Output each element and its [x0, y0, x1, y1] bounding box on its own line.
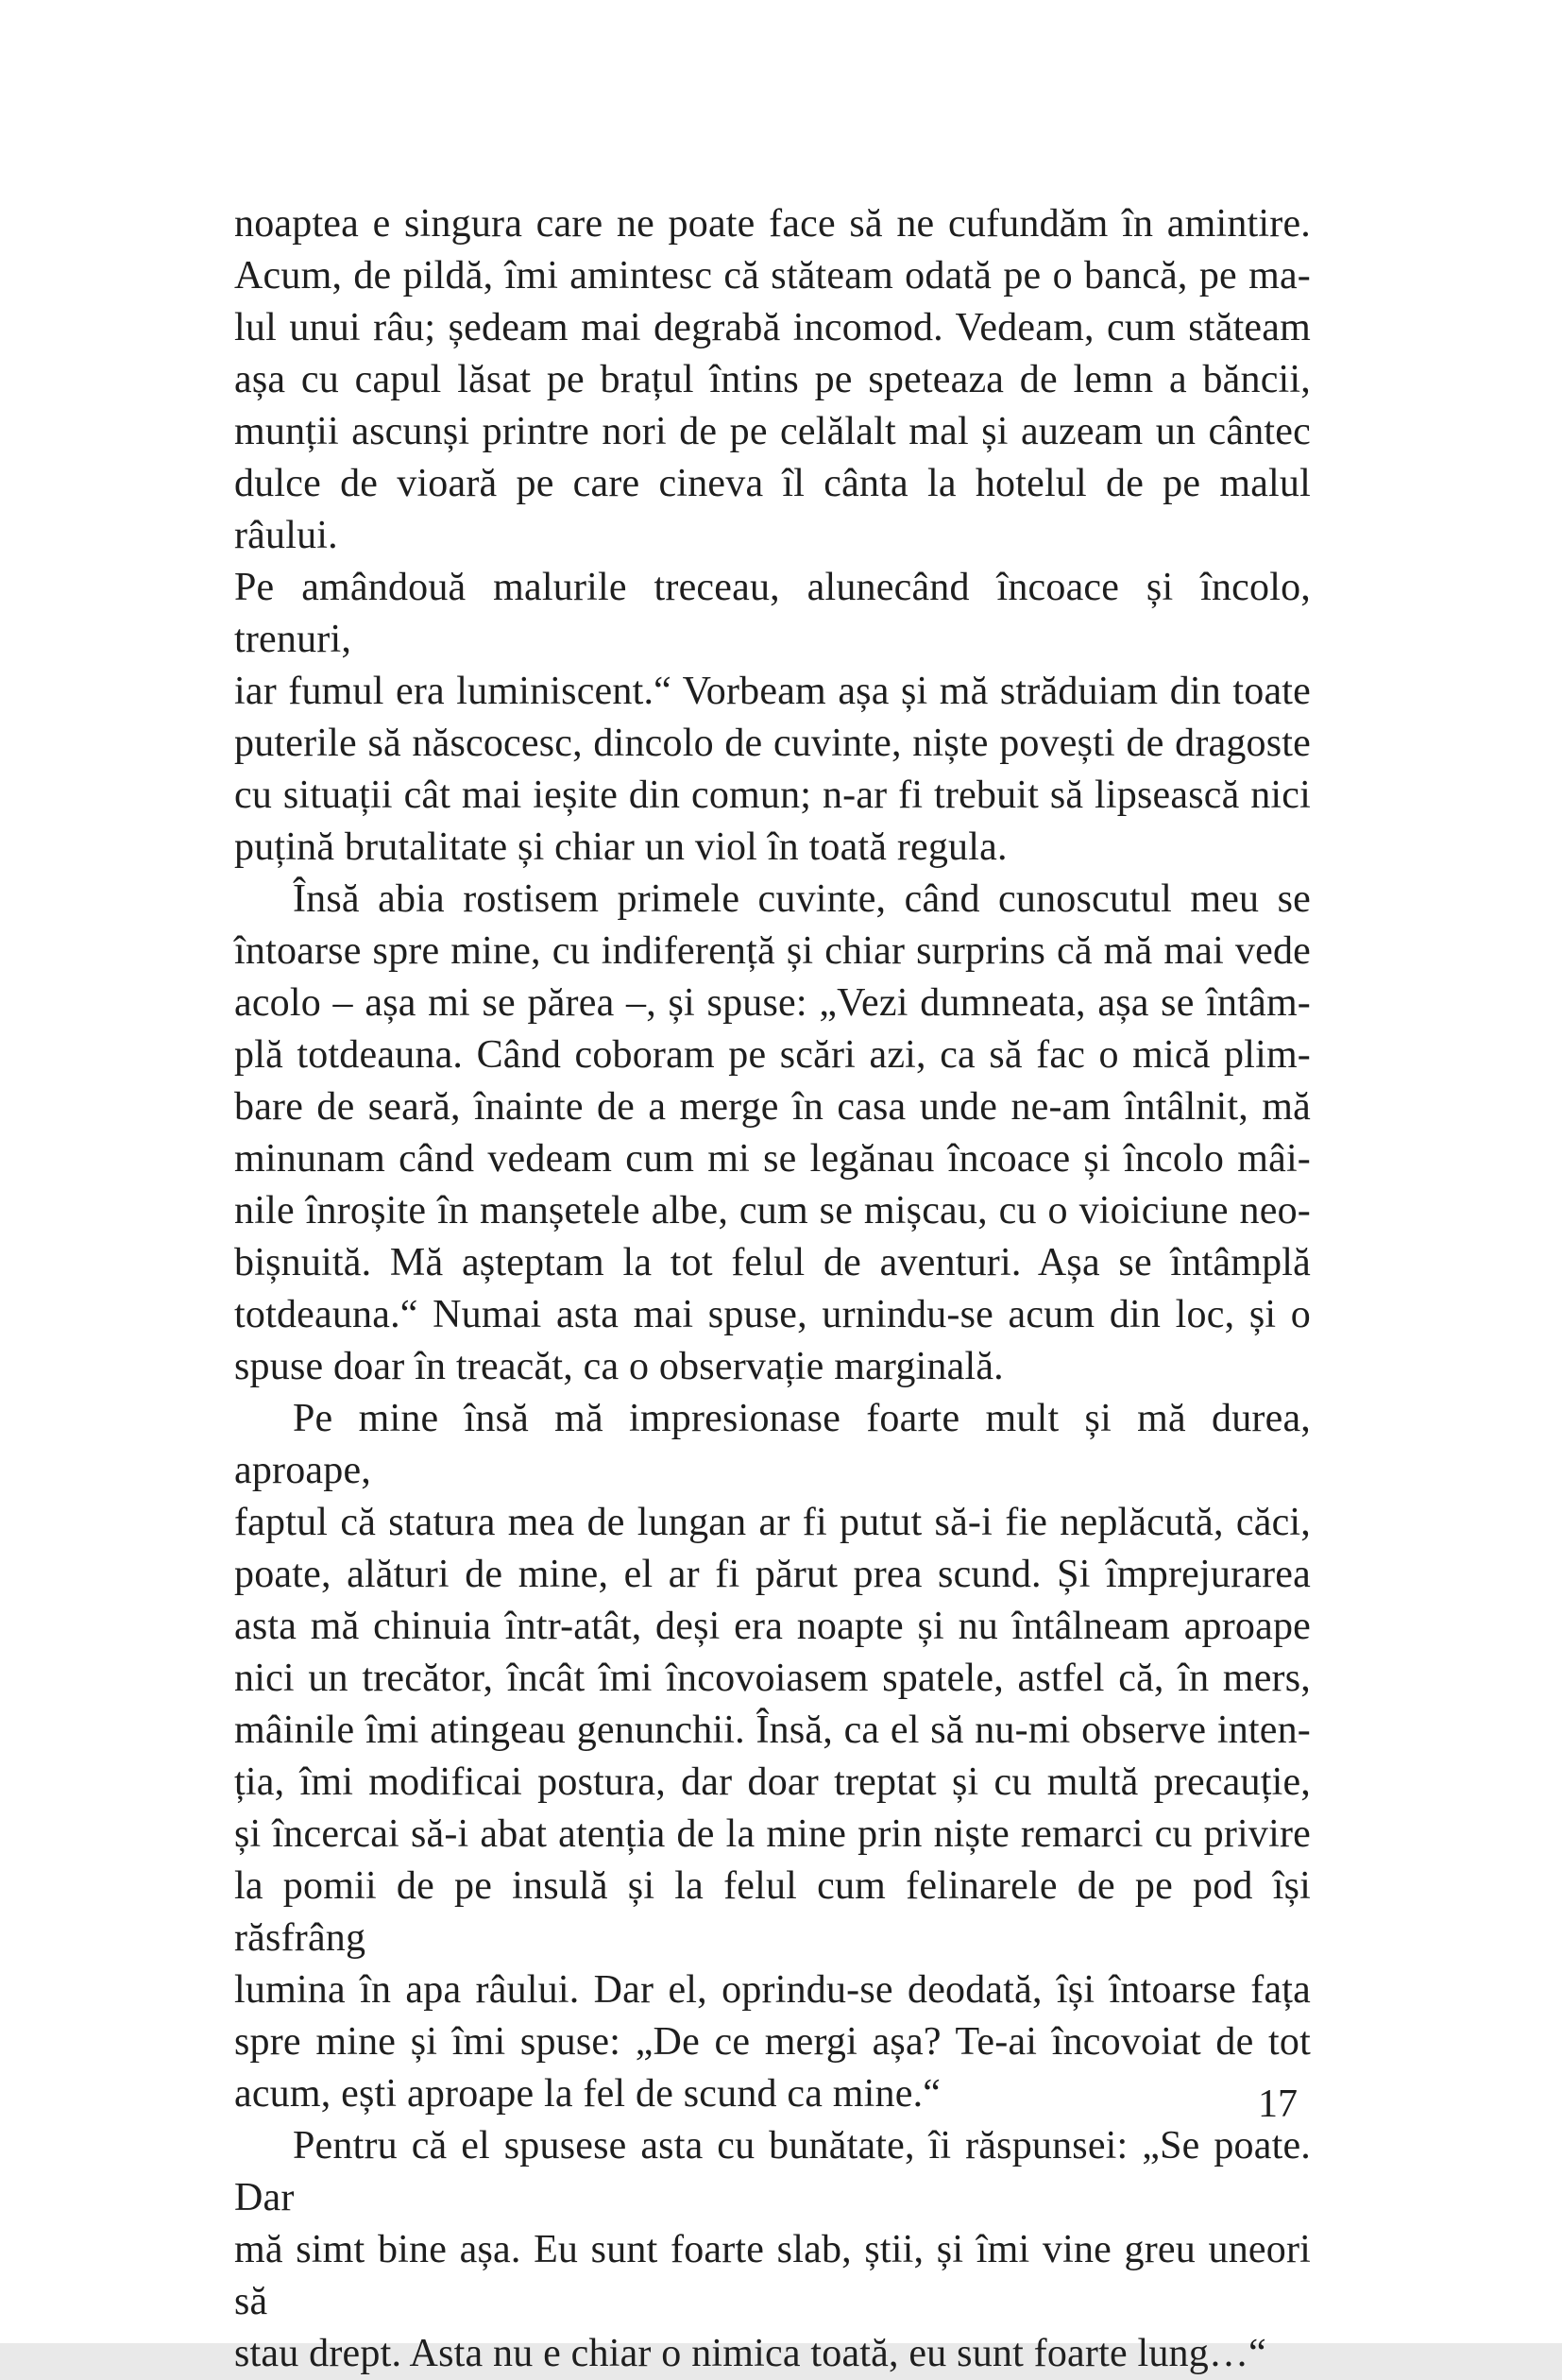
text-line: nici un trecător, încât îmi încovoiasem spatele, astfel că, în mers,: [234, 1657, 1311, 1700]
text-line: spre mine și îmi spuse: „De ce mergi așa? Te-ai încovoiat de tot: [234, 2020, 1311, 2064]
text-line: Pe amândouă malurile treceau, alunecând încoace și încolo, trenuri,: [234, 566, 1311, 661]
text-line: iar fumul era luminiscent.“ Vorbeam așa și mă străduiam din toate: [234, 670, 1311, 713]
paragraph: [234, 2120, 1311, 2380]
text-line: plă totdeauna. Când coboram pe scări azi, ca să fac o mică plim-: [234, 1033, 1311, 1077]
text-line: spuse doar în treacăt, ca o observație marginală.: [234, 1345, 1004, 1388]
text-line: minunam când vedeam cum mi se legănau încoace și încolo mâi-: [234, 1137, 1311, 1181]
paragraph: [234, 1393, 1311, 2120]
text-line: stau drept. Asta nu e chiar o nimica toată, eu sunt foarte lung…“: [234, 2332, 1267, 2375]
text-line: Pe mine însă mă impresionase foarte mult și mă durea, aproape,: [234, 1397, 1311, 1492]
text-line: puterile să născocesc, dincolo de cuvinte, niște povești de dragoste: [234, 722, 1311, 765]
text-line: munții ascunși printre nori de pe celălalt mal și auzeam un cântec: [234, 410, 1311, 453]
text-line: faptul că statura mea de lungan ar fi putut să-i fie neplăcută, căci,: [234, 1501, 1311, 1544]
text-line: bișnuită. Mă așteptam la tot felul de aventuri. Așa se întâmplă: [234, 1241, 1311, 1284]
text-line: lul unui râu; ședeam mai degrabă incomod. Vedeam, cum stăteam: [234, 306, 1311, 349]
text-line: Acum, de pildă, îmi amintesc că stăteam odată pe o bancă, pe ma-: [234, 254, 1311, 298]
text-line: mă simt bine așa. Eu sunt foarte slab, știi, și îmi vine greu uneori să: [234, 2228, 1311, 2323]
text-line: mâinile îmi atingeau genunchii. Însă, ca el să nu-mi observe inten-: [234, 1708, 1311, 1752]
page-number: 17: [1258, 2082, 1298, 2126]
text-line: și încercai să-i abat atenția de la mine prin niște remarci cu privire: [234, 1812, 1311, 1856]
text-line: nile înroșite în manșetele albe, cum se mișcau, cu o vioiciune neo-: [234, 1189, 1311, 1232]
text-line: totdeauna.“ Numai asta mai spuse, urnindu-se acum din loc, și o: [234, 1293, 1311, 1336]
text-line: poate, alături de mine, el ar fi părut prea scund. Și împrejurarea: [234, 1553, 1311, 1596]
text-line: acolo – așa mi se părea –, și spuse: „Vezi dumneata, așa se întâm-: [234, 981, 1311, 1025]
text-line: acum, ești aproape la fel de scund ca mine.“: [234, 2072, 942, 2116]
text-line: asta mă chinuia într-atât, deși era noapte și nu întâlneam aproape: [234, 1605, 1311, 1648]
page-text: [234, 198, 1311, 2380]
paragraph: [234, 198, 1311, 874]
text-line: cu situații cât mai ieșite din comun; n-ar fi trebuit să lipsească nici: [234, 774, 1311, 817]
text-line: Pentru că el spusese asta cu bunătate, îi răspunsei: „Se poate. Dar: [234, 2124, 1311, 2219]
text-line: dulce de vioară pe care cineva îl cânta la hotelul de pe malul râului.: [234, 462, 1311, 557]
text-line: întoarse spre mine, cu indiferență și chiar surprins că mă mai vede: [234, 929, 1311, 973]
text-line: ția, îmi modificai postura, dar doar treptat și cu multă precauție,: [234, 1760, 1311, 1804]
text-line: Însă abia rostisem primele cuvinte, când cunoscutul meu se: [293, 877, 1311, 921]
text-line: așa cu capul lăsat pe brațul întins pe speteaza de lemn a băncii,: [234, 358, 1311, 401]
text-line: puțină brutalitate și chiar un viol în toată regula.: [234, 825, 1008, 869]
paragraph: [234, 874, 1311, 1393]
text-line: la pomii de pe insulă și la felul cum felinarele de pe pod își răsfrâng: [234, 1864, 1311, 1960]
text-line: bare de seară, înainte de a merge în casa unde ne-am întâlnit, mă: [234, 1085, 1311, 1129]
text-line: lumina în apa râului. Dar el, oprindu-se deodată, își întoarse fața: [234, 1968, 1311, 2012]
text-line: noaptea e singura care ne poate face să ne cufundăm în amintire.: [234, 202, 1311, 246]
